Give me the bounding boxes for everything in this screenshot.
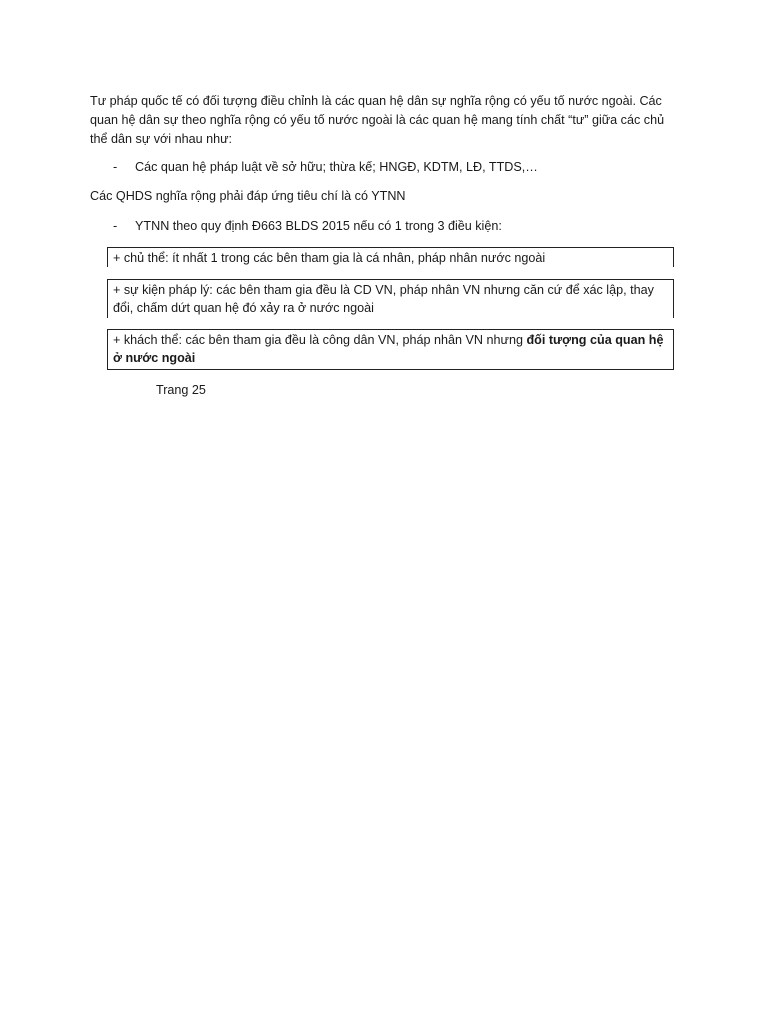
page-number-label: Trang 25 — [156, 383, 206, 397]
condition-text: + khách thể: các bên tham gia đều là công dân VN, pháp nhân VN nhưng — [113, 333, 527, 347]
bullet-text: Các quan hệ pháp luật về sở hữu; thừa kế; HNGĐ, KDTM, LĐ, TTDS,… — [135, 160, 538, 174]
bullet-dash: - — [113, 219, 118, 233]
bullet-text: YTNN theo quy định Đ663 BLDS 2015 nếu có 1 trong 3 điều kiện: — [135, 219, 502, 233]
bullet-dash: - — [113, 160, 118, 174]
criteria-paragraph: Các QHDS nghĩa rộng phải đáp ứng tiêu chí là có YTNN — [90, 189, 406, 203]
condition-box-object — [107, 329, 674, 370]
intro-paragraph: Tư pháp quốc tế có đối tượng điều chỉnh là các quan hệ dân sự nghĩa rộng có yếu tố nước ngoài. Các quan hệ dân sự theo nghĩa rộng có yếu tố nước ngoài là các quan hệ mang tính chất “tư” giữa các chủ thể dân sự với nhau như: — [90, 94, 665, 146]
condition-box-subject: + chủ thể: ít nhất 1 trong các bên tham gia là cá nhân, pháp nhân nước ngoài — [107, 247, 674, 267]
condition-box-legal-event: + sự kiện pháp lý: các bên tham gia đều là CD VN, pháp nhân VN nhưng căn cứ để xác lập, thay đổi, chấm dứt quan hệ đó xảy ra ở nước ngoài — [107, 279, 674, 318]
condition-bold-text: đối tượng của quan hệ ở nước ngoài — [113, 333, 664, 365]
